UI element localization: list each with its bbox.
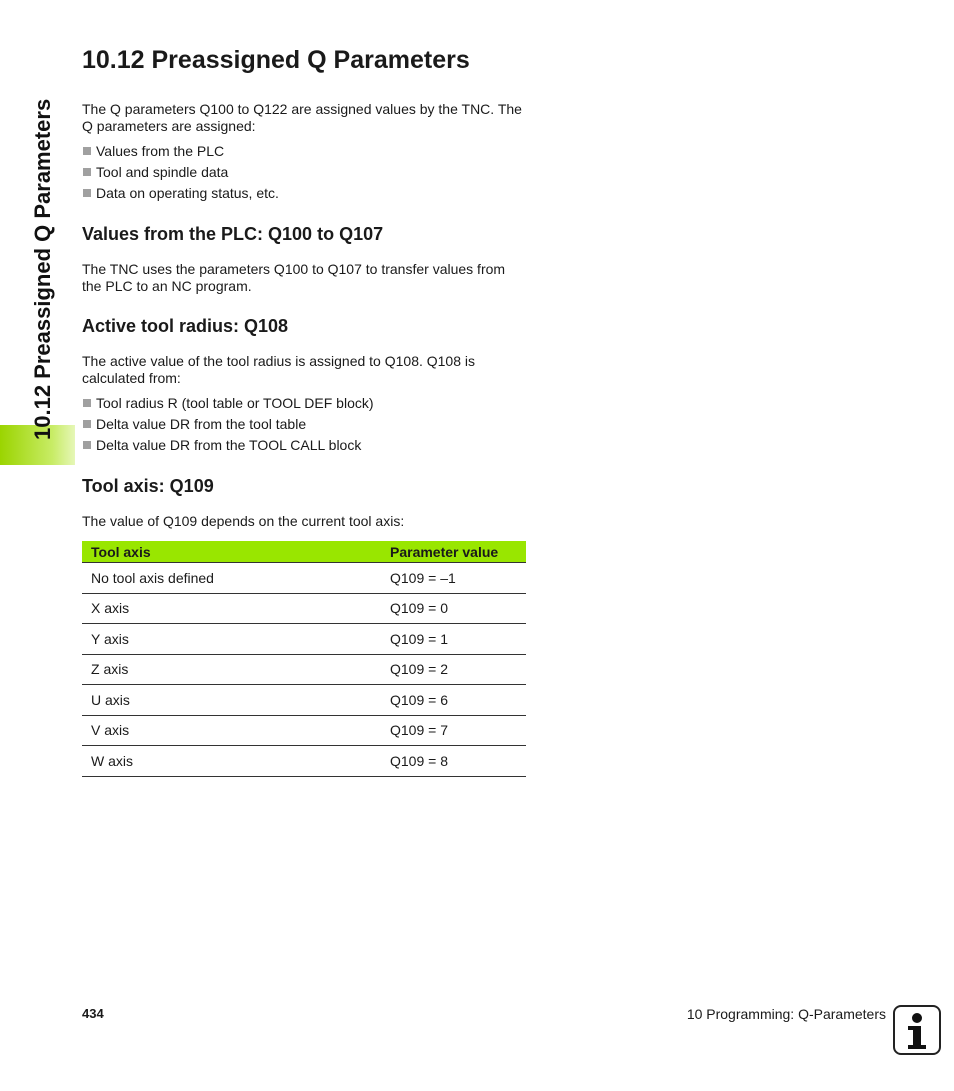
bullet-icon <box>83 168 91 176</box>
section-text-radius: The active value of the tool radius is assigned to Q108. Q108 is calculated from: <box>82 353 476 386</box>
table-row: W axis Q109 = 8 <box>82 746 526 777</box>
side-tab-title: 10.12 Preassigned Q Parameters <box>30 98 55 440</box>
section-heading-radius: Active tool radius: Q108 <box>82 316 289 336</box>
radius-list <box>82 395 374 458</box>
list-item: Data on operating status, etc. <box>82 185 279 206</box>
table-header-row <box>82 541 526 563</box>
table-header-tool-axis: Tool axis <box>82 541 381 563</box>
bullet-icon <box>83 420 91 428</box>
table-row: V axis Q109 = 7 <box>82 715 526 746</box>
list-item: Tool and spindle data <box>82 164 279 185</box>
list-item: Delta value DR from the TOOL CALL block <box>82 437 374 458</box>
section-heading-plc: Values from the PLC: Q100 to Q107 <box>82 224 384 244</box>
section-text-axis: The value of Q109 depends on the current tool axis: <box>82 513 405 529</box>
page-title: 10.12 Preassigned Q Parameters <box>82 46 470 74</box>
table-row: Z axis Q109 = 2 <box>82 654 526 685</box>
bullet-icon <box>83 147 91 155</box>
chapter-title: 10 Programming: Q-Parameters <box>686 1006 886 1022</box>
table-row: Y axis Q109 = 1 <box>82 624 526 655</box>
bullet-icon <box>83 399 91 407</box>
info-icon <box>893 1005 941 1055</box>
page-number: 434 <box>82 1006 104 1021</box>
table-header-parameter-value: Parameter value <box>381 541 526 563</box>
list-item: Values from the PLC <box>82 143 279 164</box>
tool-axis-table <box>82 541 526 777</box>
intro-list <box>82 143 279 206</box>
bullet-icon <box>83 441 91 449</box>
list-item: Delta value DR from the tool table <box>82 416 374 437</box>
intro-text: The Q parameters Q100 to Q122 are assigned values by the TNC. The Q parameters are assigned: <box>82 101 522 134</box>
section-heading-axis: Tool axis: Q109 <box>82 476 214 496</box>
table-row: U axis Q109 = 6 <box>82 685 526 716</box>
section-text-plc: The TNC uses the parameters Q100 to Q107 to transfer values from the PLC to an NC program. <box>82 261 506 294</box>
table-row: No tool axis defined Q109 = –1 <box>82 563 526 594</box>
info-glyph <box>895 1007 939 1053</box>
side-tab <box>0 0 75 465</box>
bullet-icon <box>83 189 91 197</box>
list-item: Tool radius R (tool table or TOOL DEF block) <box>82 395 374 416</box>
table-row: X axis Q109 = 0 <box>82 593 526 624</box>
